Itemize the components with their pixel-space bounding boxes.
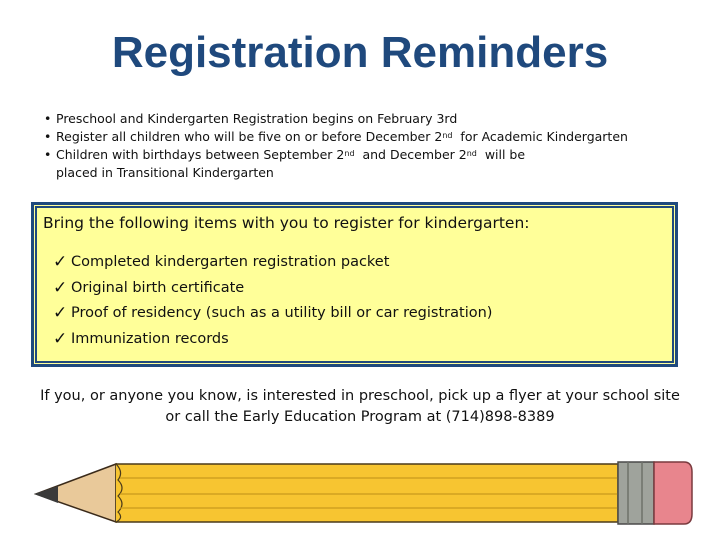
reminder-item <box>44 146 684 182</box>
check-icon: ✓ <box>53 328 68 349</box>
bullet-dot: • <box>44 129 52 144</box>
reminder-list <box>44 110 684 182</box>
bullet-dot: • <box>44 111 52 126</box>
check-icon: ✓ <box>53 252 68 272</box>
pencil-eraser <box>654 462 692 524</box>
footer-note <box>0 386 720 428</box>
bullet-dot: • <box>44 147 52 162</box>
box-heading: Bring the following items with you to register for kindergarten: <box>43 214 530 232</box>
footer-line: If you, or anyone you know, is interested in preschool, pick up a flyer at your school site <box>40 388 680 404</box>
checklist-item <box>53 250 492 276</box>
reminder-text: Preschool and Kindergarten Registration begins on February 3rd <box>56 111 458 126</box>
reminder-text: Register all children who will be five on or before December 2 <box>56 129 443 144</box>
ordinal-suffix: nd <box>442 131 453 140</box>
reminder-text: and December 2 <box>354 147 467 162</box>
footer-line: or call the Early Education Program at (714)898-8389 <box>165 409 555 425</box>
checklist <box>53 250 492 352</box>
ordinal-suffix: nd <box>466 149 477 158</box>
reminder-item <box>44 128 684 146</box>
checklist-item-label: Proof of residency (such as a utility bill or car registration) <box>71 305 493 321</box>
pencil-body <box>116 464 618 522</box>
reminder-continuation: placed in Transitional Kindergarten <box>56 165 274 180</box>
checklist-item <box>53 327 492 353</box>
ordinal-suffix: nd <box>344 149 355 158</box>
pencil-ferrule <box>618 462 654 524</box>
reminder-text: will be <box>476 147 526 162</box>
check-icon: ✓ <box>53 277 68 298</box>
checklist-item <box>53 276 492 302</box>
checklist-item-label: Immunization records <box>71 330 229 347</box>
reminder-text: Children with birthdays between September 2 <box>56 147 345 162</box>
items-box <box>32 203 677 366</box>
check-icon: ✓ <box>53 303 68 323</box>
reminder-item <box>44 110 684 128</box>
checklist-item <box>53 301 492 327</box>
pencil-graphite-tip <box>34 486 58 503</box>
reminder-text: for Academic Kindergarten <box>452 129 628 144</box>
checklist-item-label: Original birth certificate <box>71 279 245 296</box>
page-title: Registration Reminders <box>111 28 609 77</box>
checklist-item-label: Completed kindergarten registration packet <box>71 254 390 270</box>
pencil-illustration <box>28 450 698 530</box>
